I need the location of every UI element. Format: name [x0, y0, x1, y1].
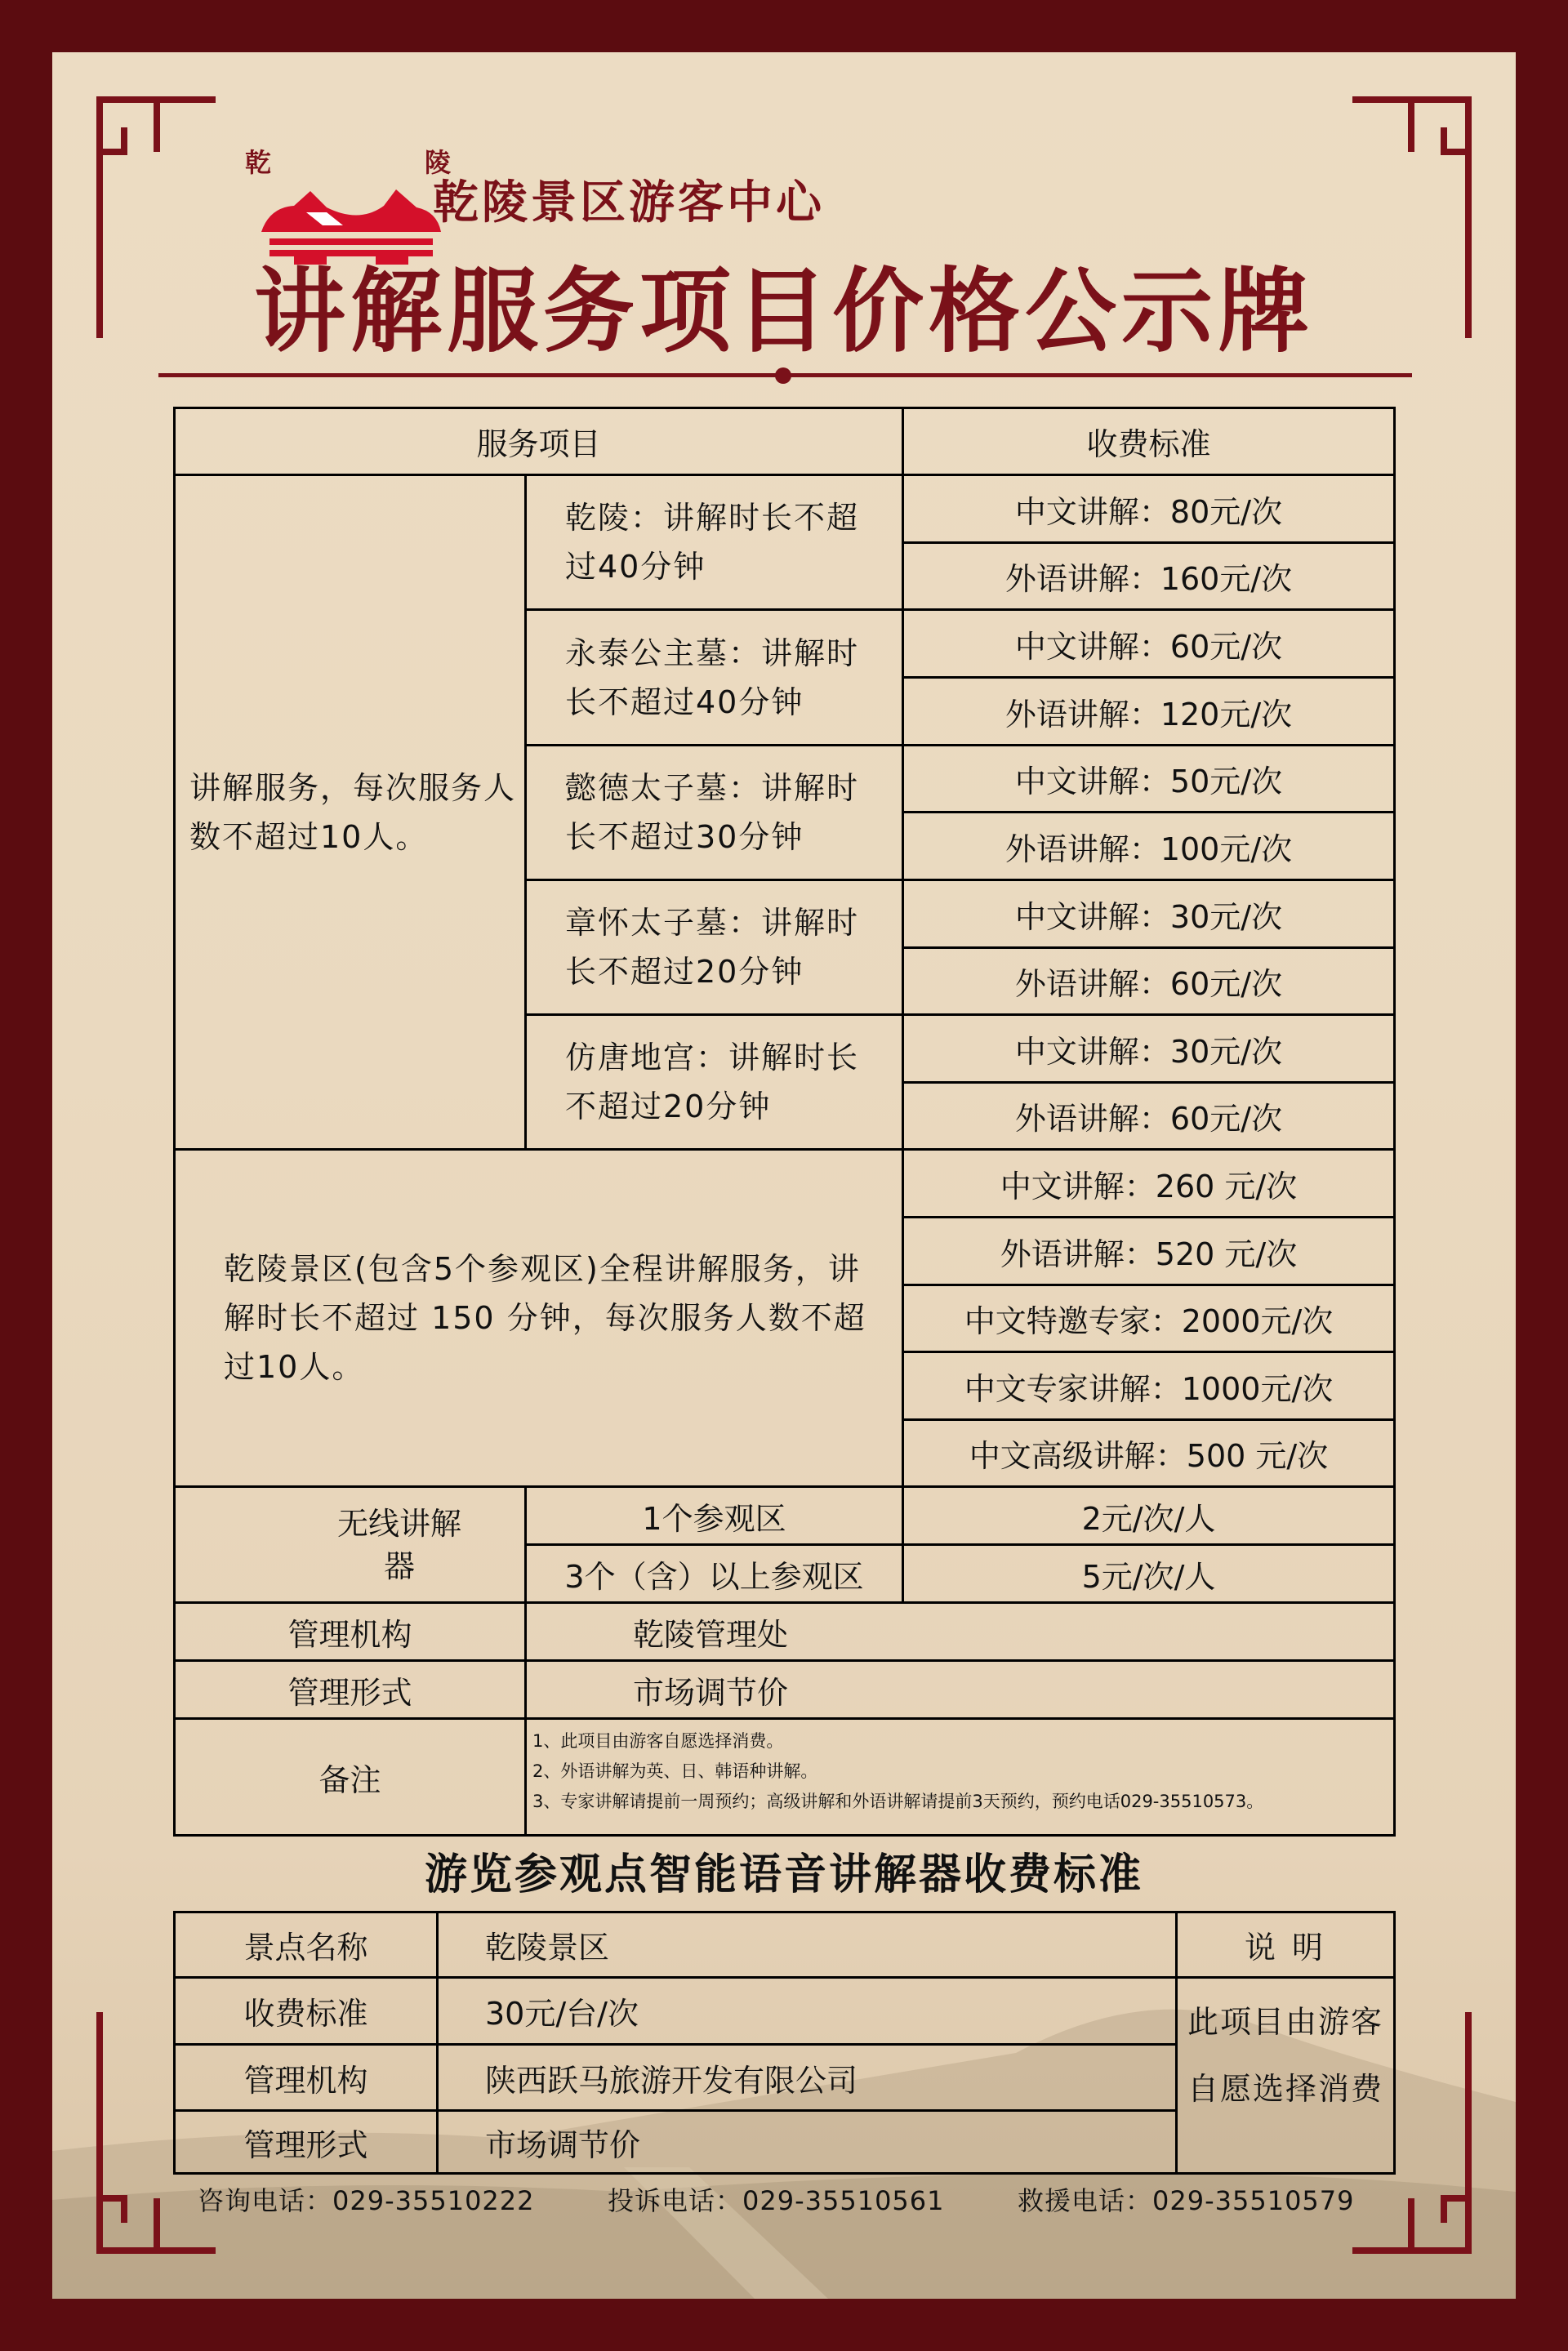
site-name: 乾陵：讲解时长不超过40分钟	[565, 500, 860, 585]
management-org-label: 管理机构	[287, 1616, 412, 1653]
page-title: 讲解服务项目价格公示牌	[254, 259, 1314, 365]
row-label: 管理机构	[243, 2062, 368, 2099]
wireless-guide-label: 无线讲解器	[336, 1505, 461, 1584]
notes-label: 备注	[318, 1761, 381, 1798]
row-value: 乾陵景区	[485, 1930, 610, 1966]
note-item: 1、此项目由游客自愿选择消费。	[532, 1731, 784, 1751]
management-form-label: 管理形式	[287, 1674, 412, 1711]
row-label: 景点名称	[243, 1930, 368, 1966]
note-header: 说 明	[1244, 1930, 1327, 1966]
site-name: 仿唐地宫：讲解时长不超过20分钟	[565, 1040, 860, 1124]
site-name: 章怀太子墓：讲解时长不超过20分钟	[565, 905, 860, 990]
row-label: 收费标准	[243, 1996, 368, 2032]
note-line: 此项目由游客	[1187, 2003, 1383, 2040]
row-value: 30元/台/次	[485, 1996, 639, 2032]
wireless-scope: 3个（含）以上参观区	[564, 1558, 864, 1595]
divider-dot	[775, 367, 791, 384]
rescue-phone[interactable]: 救援电话：029-35510579	[1018, 2185, 1355, 2216]
scenic-logo	[245, 142, 457, 265]
full-tour-fee: 中文高级讲解：500 元/次	[969, 1438, 1329, 1474]
complaint-phone[interactable]: 投诉电话：029-35510561	[608, 2185, 945, 2216]
site-name: 懿德太子墓：讲解时长不超过30分钟	[565, 770, 860, 855]
note-line: 自愿选择消费	[1187, 2070, 1383, 2107]
header-fee-standard: 收费标准	[1086, 426, 1211, 462]
notes-list	[532, 1726, 1390, 1817]
fee-foreign: 外语讲解：160元/次	[1004, 561, 1293, 597]
visitor-center-name: 乾陵景区游客中心	[433, 176, 825, 229]
logo-char-right: 陵	[425, 147, 452, 178]
note-item: 3、专家讲解请提前一周预约；高级讲解和外语讲解请提前3天预约，预约电话029-35510573。	[532, 1792, 1264, 1811]
full-tour-fee: 外语讲解：520 元/次	[1000, 1236, 1298, 1272]
management-org-value: 乾陵管理处	[633, 1616, 789, 1653]
guide-service-description: 讲解服务，每次服务人数不超过10人。	[189, 769, 516, 855]
fee-chinese: 中文讲解：80元/次	[1014, 493, 1283, 530]
logo-char-left: 乾	[245, 147, 272, 178]
row-value: 市场调节价	[485, 2126, 641, 2163]
site-name: 永泰公主墓：讲解时长不超过40分钟	[565, 635, 860, 720]
consult-phone[interactable]: 咨询电话：029-35510222	[198, 2185, 535, 2216]
fee-foreign: 外语讲解：60元/次	[1014, 1101, 1283, 1137]
fee-chinese: 中文讲解：30元/次	[1014, 1033, 1283, 1070]
fee-chinese: 中文讲解：30元/次	[1014, 898, 1283, 935]
fee-chinese: 中文讲解：60元/次	[1014, 628, 1283, 665]
full-tour-fee: 中文专家讲解：1000元/次	[964, 1370, 1334, 1407]
fee-foreign: 外语讲解：100元/次	[1004, 830, 1293, 867]
full-tour-fee: 中文讲解：260 元/次	[1000, 1168, 1298, 1204]
logo-mountain-icon	[261, 175, 441, 265]
poster-panel	[52, 52, 1516, 2299]
wireless-fee: 5元/次/人	[1081, 1558, 1216, 1595]
management-form-value: 市场调节价	[633, 1674, 789, 1711]
wireless-scope: 1个参观区	[642, 1500, 786, 1537]
fee-foreign: 外语讲解：60元/次	[1014, 966, 1283, 1002]
fee-foreign: 外语讲解：120元/次	[1004, 696, 1293, 732]
audio-guide-title: 游览参观点智能语音讲解器收费标准	[424, 1850, 1143, 1899]
header-service-item: 服务项目	[476, 426, 601, 462]
note-item: 2、外语讲解为英、日、韩语种讲解。	[532, 1761, 818, 1781]
fee-chinese: 中文讲解：50元/次	[1014, 764, 1283, 799]
corner-ornament-bottom-right	[1352, 2012, 1475, 2257]
row-value: 陕西跃马旅游开发有限公司	[485, 2062, 858, 2099]
row-label: 管理形式	[243, 2126, 368, 2163]
full-tour-fee: 中文特邀专家：2000元/次	[964, 1303, 1334, 1339]
wireless-fee: 2元/次/人	[1081, 1500, 1216, 1537]
full-tour-description: 乾陵景区(包含5个参观区)全程讲解服务，讲解时长不超过 150 分钟，每次服务人数不超过10人。	[224, 1251, 866, 1385]
